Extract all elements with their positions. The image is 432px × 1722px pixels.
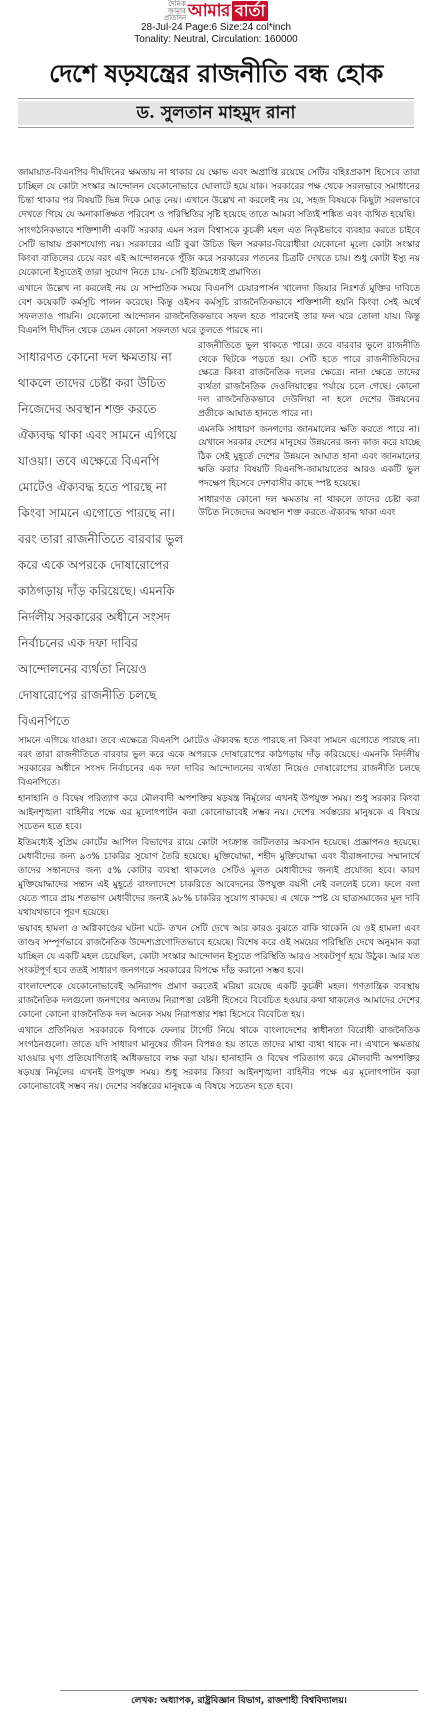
meta-tonality: Tonality: Neutral, Circulation: 160000 (134, 34, 298, 45)
author-credit: লেখক: অধ্যাপক, রাষ্ট্রবিজ্ঞান বিভাগ, রাজশাহী বিশ্ববিদ্যালয়। (60, 1690, 418, 1708)
meta-date-page: 28-Jul-24 Page:6 Size:24 col*inch (140, 22, 292, 33)
byline-box (18, 98, 414, 128)
masthead (0, 0, 432, 22)
paragraph: সাংগঠনিকভাবে শক্তিশালী একটি সরকার এমন সরল বিশ্বাসকে কুচক্রী মহল এত নিকৃষ্টভাবে ব্যবহার করতে চাইবে সেটি ভাষায় প্রকাশযোগ্য নয়। সরকারের এটি বুঝা উচিত ছিল সরকার-বিরোধীরা যেকোনো মূল্যে কোটা সংস্কার কিংবা বাতিলের চেয়ে বরং এই আন্দোলনকে পুঁজি করে সরকারের পতনের চিত্রটি দেখতে চায়। শুধু কোটা ইস্যু নয় যেকোনো ইস্যুতেই তারা সুযোগ নিতে চায়- সেটি ইতিমধ্যেই প্রমাণিত। (18, 226, 420, 278)
paragraph: এমনকি সাধারণ জনগণের জানমালের ক্ষতি করতে পারে না। যেখানে সরকার দেশের মানুষের উন্নয়নের জন্য কাজ করে যাচ্ছে ঠিক সেই মুহূর্তে দেশের উন্নয়নে আঘাত হানা এবং জানমালের ক্ষতি করার বিষয়টি বিএনপি-জামায়াতের আরও একটি ভুল পদক্ষেপ হিসেবে দেশবাসীর কাছে স্পষ্ট হয়েছে। (198, 424, 420, 489)
pull-quote: সাধারণত কোনো দল ক্ষমতায় না থাকলে তাদের চেষ্টা করা উচিত নিজেদের অবস্থান শক্ত করতে ঐক্যবদ্ধ থাকা এবং সামনে এগিয়ে যাওয়া। তবে এক্ষেত্রে বিএনপি মোটেও ঐক্যবদ্ধ হতে পারছে না কিংবা সামনে এগোতে পারছে না। বরং তারা রাজনীতিতে বারবার ভুল করে একে অপরকে দোষারোপের কাঠগড়ায় দাঁড় করিয়েছে। এমনকি নির্দলীয় সরকারের অধীনে সংসদ নির্বাচনের এক দফা দাবির আন্দোলনের ব্যর্থতা নিয়েও দোষারোপের রাজনীতি চলছে বিএনপিতে (18, 350, 184, 728)
paragraph: সামনে এগিয়ে যাওয়া। তবে এক্ষেত্রে বিএনপি মোটেও ঐক্যবদ্ধ হতে পারছে না কিংবা সামনে এগোতে পারছে না। বরং তারা রাজনীতিতে বারবার ভুল করে একে অপরকে দোষারোপের কাঠগড়ায় দাঁড় করিয়েছে। এমনকি নির্দলীয় সরকারের অধীনে সংসদ নির্বাচনের এক দফা দাবির আন্দোলনের ব্যর্থতা নিয়েও দোষারোপের রাজনীতি চলছে বিএনপিতে। (18, 736, 420, 788)
paragraph: এখানে উল্লেখ না করলেই নয় যে সাম্প্রতিক সময়ে বিএনপি চেয়ারপার্সন খালেদা জিয়ার নিঃশর্ত মুক্তির দাবিতে বেশ কয়েকটি কর্মসূচি পালন করেছে। কিন্তু ওইসব কর্মসূচি রাজনৈতিকভাবে শক্তিশালী হয়নি কিংবা সেই অর্থে সফলতাও পায়নি। যেকোনো আন্দোলন রাজনৈতিকভাবে সফল হতে পারলেই তার ফল ঘরে তোলা যায়। কিন্তু বিএনপি দীর্ঘদিন থেকে তেমন কোনো সফলতা ঘরে তুলতে পারছে না। (18, 284, 420, 336)
masthead-name-right: বার্তা (232, 1, 268, 21)
paragraph: ভয়াবহ হামলা ও অগ্নিকাণ্ডের ঘটনা ঘটে- তখন সেটি দেখে আর কারও বুঝতে বাকি থাকেনি যে ওই হামলা এবং তাণ্ডব সম্পূর্ণভাবে রাজনৈতিক উদ্দেশ্যপ্রণোদিতভাবে হয়েছে। বিশেষ করে ওই সময়ের পরিস্থিতি দেখে অনুমান করা যাচ্ছিল যে একটি মহল চেয়েছিল, কোটা সংস্কার আন্দোলন ইস্যুতে পরিস্থিতি আরও সংকটপূর্ণ হয়ে উঠুক। আর যত সংকটপূর্ণ হবে ততই সাধারণ জনগণকে সরকারের বিপক্ষে দাঁড় করানো সম্ভব হবে। (18, 924, 420, 976)
article-body (18, 166, 420, 1096)
paragraph: এখানে প্রতিনিয়ত সরকারকে বিপাকে ফেলার টার্গেট নিয়ে থাকে বাংলাদেশের স্বাধীনতা বিরোধী রাজনৈতিক সংগঠনগুলো। তাতে যদি সাধারণ মানুষের জীবন বিপন্নও হয় তাতে তাদের মাথা ব্যথা থাকে না। এখানে ক্ষমতায় যাওয়ার ঘৃণ্য প্রতিযোগিতাই অধিকভাবে লক্ষ করা যায়। হানাহানি ও বিদ্বেষ পরিত্যাগ করে মৌলবাদী অপশক্তির ষড়যন্ত্র নির্মূলের এখনই উপযুক্ত সময়। শুধু সরকার কিংবা আইনশৃঙ্খলা বাহিনীর পক্ষে এর মূলোৎপাটন করা কোনোভাবেই সম্ভব নয়। দেশের সর্বস্তরের মানুষকে এ বিষয়ে সচেতন হতে হবে। (18, 1026, 420, 1092)
paragraph: বাংলাদেশকে যেকোনোভাবেই অনিরাপদ প্রমাণ করতেই মরিয়া রয়েছে একটি কুচক্রী মহল। গণতান্ত্রিক ব্যবস্থায় রাজনৈতিক দলগুলো জনগণের অন্যতম নিরাপত্তা বেষ্টনী হিসেবে বিবেচিত হওয়ার কথা থাকলেও আমাদের দেশের কোনো কোনো রাজনৈতিক দল অনেক সময় নিরাপত্তার শঙ্কা হিসেবে বিবেচিত হয়। (18, 982, 420, 1020)
masthead-tagline: দৈনিক আমার প্রতিদিন (163, 0, 187, 22)
right-column (198, 340, 420, 734)
clipping-meta (0, 22, 432, 46)
headline: দেশে ষড়যন্ত্রের রাজনীতি বন্ধ হোক (49, 59, 383, 88)
masthead-name-left: আমার (187, 1, 230, 21)
byline: ড. সুলতান মাহমুদ রানা (18, 101, 414, 125)
paragraph: সাধারণত কোনো দল ক্ষমতায় না থাকলে তাদের চেষ্টা করা উচিত নিজেদের অবস্থান শক্ত করতে ঐক্যবদ্ধ থাকা এবং (198, 494, 420, 519)
paragraph: জামায়াত-বিএনপির দীর্ঘদিনের ক্ষমতায় না থাকার যে ক্ষোভ এবং অপ্রাপ্তি রয়েছে সেটির বহিঃপ্রকাশ হিসেবে তারা চাচ্ছিল যে কোটা সংস্কার আন্দোলন যেকোনোভাবে ঘোলাটে হয়ে যাক। সরকারের পক্ষ থেকে সরলভাবে সমাধানের চিন্তা থাকার পর বিষয়টি ভিন্ন দিকে মোড় নেয়। এখানে উল্লেখ না করলেই নয় যে, সহজ বিষয়কে কিছুটা সরলভাবে দেখতে গিয়ে যে অনাকাঙ্ক্ষিত পরিবেশ ও পরিস্থিতির সৃষ্টি হয়েছে তাতে আমরা সত্যিই শঙ্কিত এবং ব্যথিত হয়েছি। (18, 168, 420, 220)
split-section (18, 340, 420, 734)
paragraph: হানাহানি ও বিদ্বেষ পরিত্যাগ করে মৌলবাদী অপশক্তির ষড়যন্ত্র নির্মূলের এখনই উপযুক্ত সময়। শুধু সরকার কিংবা আইনশৃঙ্খলা বাহিনীর পক্ষে এর মূলোৎপাটন করা কোনোভাবেই সম্ভব নয়। দেশের সর্বস্তরের মানুষকে এ বিষয়ে সচেতন হতে হবে। (18, 794, 420, 832)
paragraph: ইতিমধ্যেই সুপ্রিম কোর্টের আপিল বিভাগের রায়ে কোটা সংক্রান্ত জটিলতার অবসান হয়েছে। প্রজ্ঞাপনও হয়েছে। মেধাবীদের জন্য ৯৩% চাকরির সুযোগ তৈরি হয়েছে। মুক্তিযোদ্ধা, শহীদ মুক্তিযোদ্ধা এবং বীরাঙ্গনাদের সম্মানার্থে তাদের সন্তানদের জন্য ৫% কোটার ব্যবস্থা থাকলেও সেটিও মূলত মেধাবীদের জন্যই প্রযোজ্য হবে। কারণ মুক্তিযোদ্ধাদের সন্তান এই মুহূর্তে বাংলাদেশে চাকরিতে আবেদনের উপযুক্ত বয়সী নেই বললেই চলে। ফলে বলা যেতে পারে প্রায় শতভাগ মেধাবীদের জন্যই ৯৮% চাকরির সুযোগ থাকছে। এ থেকে স্পষ্ট যে ছাত্রসমাজের মূল দাবি যথাযথভাবে পূরণ হয়েছে। (18, 838, 420, 918)
paragraph: রাজনীতিতে ভুল থাকতে পারে। তবে বারবার ভুলে রাজনীতি থেকে ছিটকে পড়তে হয়। সেটি হতে পারে রাজনীতিবিদের ক্ষেত্রে কিংবা রাজনৈতিক দলের ক্ষেত্রে। নানা ক্ষেত্রে তাদের ব্যর্থতা রাজনৈতিক দেওলিয়াত্বের পর্যায়ে চলে গেছে। কোনো দল রাজনৈতিকভাবে দেউলিয়া না হলে দেশের উন্নয়নের প্রতীকে আঘাত হানতে পারে না। (198, 341, 420, 419)
